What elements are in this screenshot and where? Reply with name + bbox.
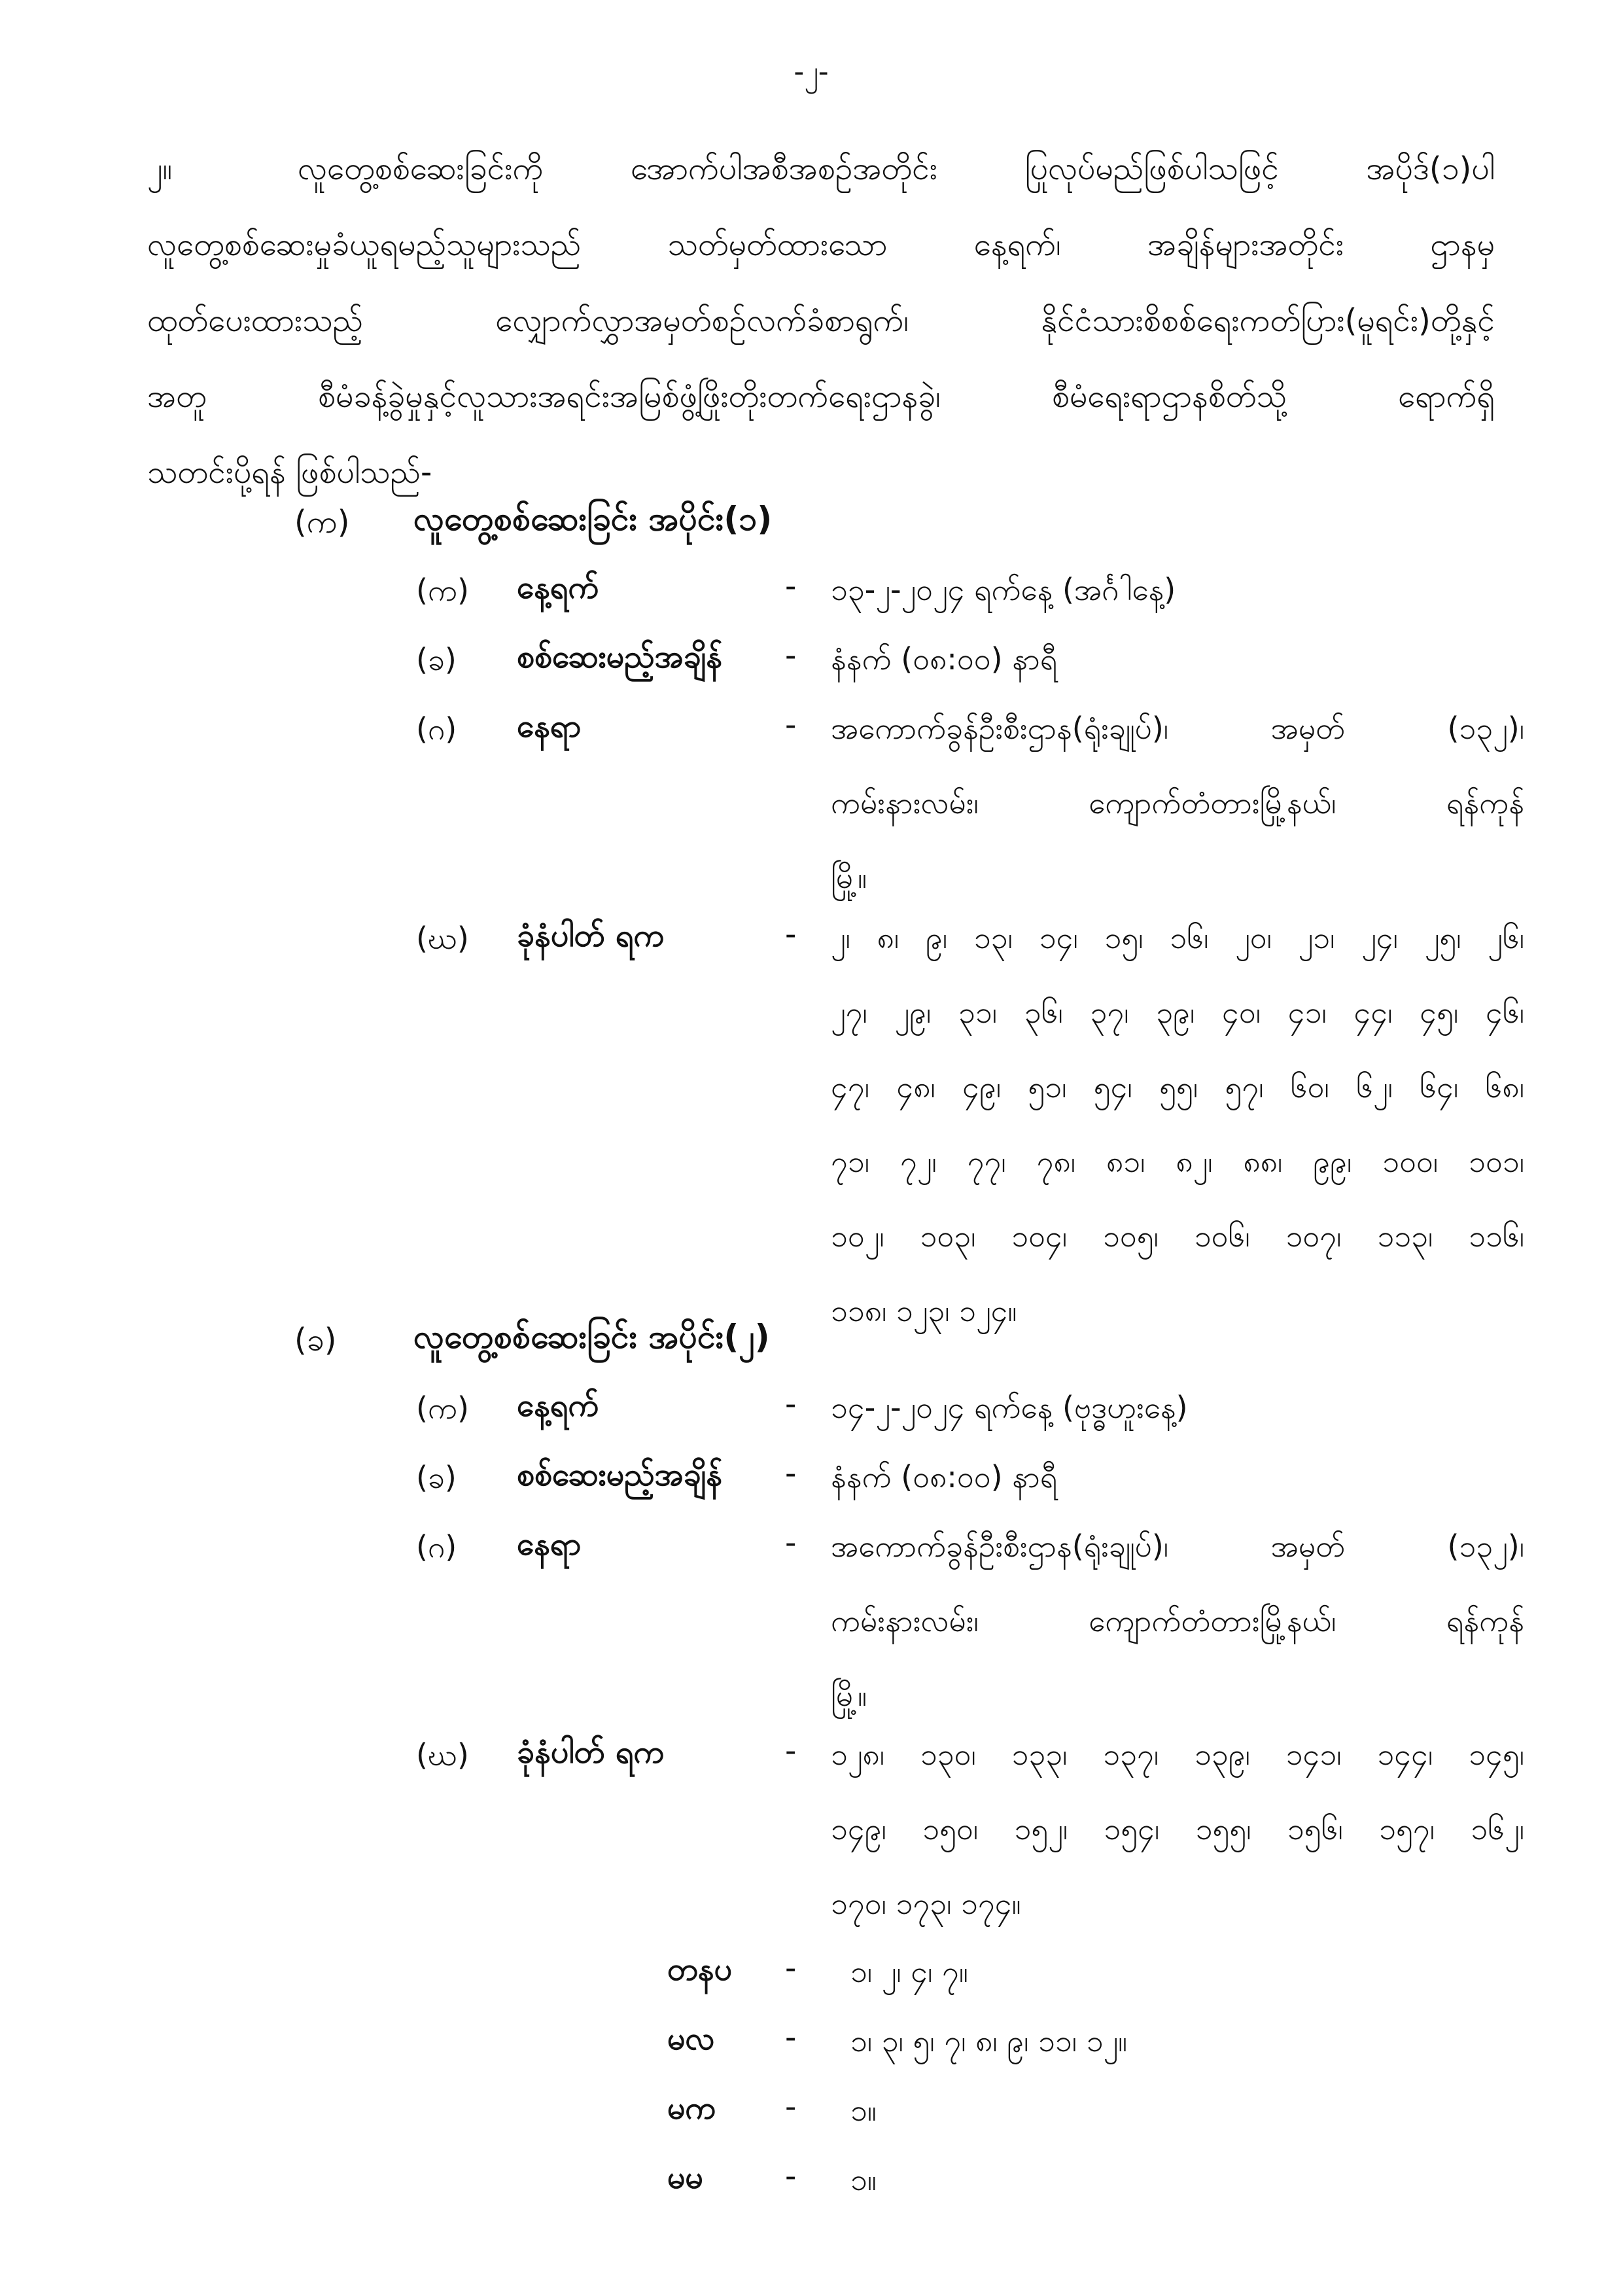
position-label: မက (667, 2090, 716, 2127)
item-mark: (ဂ) (416, 1529, 457, 1564)
seat-numbers-value: ၁၂၈၊ ၁၃၀၊ ၁၃၃၊ ၁၃၇၊ ၁၃၉၊ ၁၄၁၊ ၁၄၄၊ ၁၄၅၊ ၁၄၉၊ ၁၅၀၊ ၁၅၂၊ ၁၅၄၊ ၁၅၅၊ ၁၅၆၊ ၁၅၇၊ ၁၆၂၊ ၁၇၀၊ ၁၇၃၊ ၁၇၄။ (831, 1737, 1524, 1921)
position-value: ၁၊ ၂၊ ၄၊ ၇။ (850, 1954, 968, 1989)
position-value: ၁။ (850, 2093, 877, 2128)
section-title: လူတွေ့စစ်ဆေးခြင်း အပိုင်း(၁) (413, 500, 773, 538)
dash: - (785, 1733, 797, 1769)
section-mark: (က) (294, 504, 350, 540)
dash: - (785, 2158, 797, 2195)
time-label: စစ်ဆေးမည့်အချိန် (517, 639, 723, 675)
item-mark: (က) (416, 573, 469, 608)
dash: - (785, 1386, 797, 1422)
date-value: ၁၄-၂-၂၀၂၄ ရက်နေ့ (ဗုဒ္ဓဟူးနေ့) (831, 1390, 1188, 1425)
intro-line: အတူ စီမံခန့်ခွဲမှုနှင့်လူသားအရင်းအမြစ်ဖွံ့ဖြိုးတိုးတက်ရေးဌာနခွဲ၊ စီမံရေးရာဌာနစိတ်သို့ ရောက်ရှိ (147, 378, 1495, 415)
dash: - (785, 916, 797, 953)
dash: - (785, 1455, 797, 1492)
seat-numbers-label: ခုံနံပါတ် ရက (517, 917, 665, 954)
date-label: နေ့ရက် (517, 569, 599, 606)
position-label: မလ (667, 2021, 715, 2057)
venue-value: အကောက်ခွန်ဦးစီးဌာန(ရုံးချုပ်)၊ အမှတ် (၁၃၂)၊ ကမ်းနားလမ်း၊ ကျောက်တံတားမြို့နယ်၊ ရန်ကုန် မြို့။ (831, 711, 1524, 895)
intro-line: လူတွေ့စစ်ဆေးမှုခံယူရမည့်သူများသည် သတ်မှတ်ထားသော နေ့ရက်၊ အချိန်များအတိုင်း ဌာနမှ (147, 226, 1495, 263)
item-mark: (ဂ) (416, 711, 457, 747)
item-mark: (ဃ) (416, 1737, 469, 1773)
item-mark: (ခ) (416, 642, 457, 677)
venue-label: နေရာ (517, 708, 582, 745)
dash: - (785, 637, 797, 674)
item-mark: (ဃ) (416, 921, 469, 956)
time-label: စစ်ဆေးမည့်အချိန် (517, 1457, 723, 1493)
dash: - (785, 1525, 797, 1561)
venue-label: နေရာ (517, 1526, 582, 1563)
paragraph-number: ၂။ (147, 150, 173, 187)
section-title: လူတွေ့စစ်ဆေးခြင်း အပိုင်း(၂) (413, 1318, 770, 1356)
position-label: တနပ (667, 1951, 732, 1988)
dash: - (785, 2019, 797, 2056)
intro-line: ထုတ်ပေးထားသည့် လျှောက်လွှာအမှတ်စဉ်လက်ခံစာရွက်၊ နိုင်ငံသားစိစစ်ရေးကတ်ပြား(မူရင်း)တို့နှင့် (147, 302, 1495, 339)
intro-line: ၂။ လူတွေ့စစ်ဆေးခြင်းကို အောက်ပါအစီအစဉ်အတိုင်း ပြုလုပ်မည်ဖြစ်ပါသဖြင့် အပိုဒ်(၁)ပါ (147, 131, 1495, 207)
dash: - (785, 707, 797, 743)
date-value: ၁၃-၂-၂၀၂၄ ရက်နေ့ (အင်္ဂါနေ့) (831, 572, 1176, 607)
intro-line: သတင်းပို့ရန် ဖြစ်ပါသည်- (147, 454, 432, 491)
seat-numbers-value: ၂၊ ၈၊ ၉၊ ၁၃၊ ၁၄၊ ၁၅၊ ၁၆၊ ၂၀၊ ၂၁၊ ၂၄၊ ၂၅၊ ၂၆၊ ၂၇၊ ၂၉၊ ၃၁၊ ၃၆၊ ၃၇၊ ၃၉၊ ၄၀၊ ၄၁၊ ၄၄၊ ၄၅၊ ၄၆၊ ၄၇၊ ၄၈၊ ၄၉၊ ၅၁၊ ၅၄၊ ၅၅၊ ၅၇၊ ၆၀၊ ၆၂၊ ၆၄၊ ၆၈၊ ၇၁၊ ၇၂၊ ၇၇၊ ၇၈၊ ၈၁၊ ၈၂၊ ၈၈၊ ၉၉၊ ၁၀၀၊ ၁၀၁၊ ၁၀၂၊ ၁၀၃၊ ၁၀၄၊ ၁၀၅၊ ၁၀၆၊ ၁၀၇၊ ၁၁၃၊ ၁၁၆၊ ၁၁၈၊ ၁၂၃၊ ၁၂၄။ (831, 920, 1524, 1328)
dash: - (785, 2089, 797, 2125)
item-mark: (ခ) (416, 1460, 457, 1495)
time-value: နံနက် (၀၈:၀၀) နာရီ (831, 1459, 1058, 1494)
position-value: ၁။ (850, 2162, 877, 2197)
dash: - (785, 568, 797, 605)
date-label: နေ့ရက် (517, 1387, 599, 1424)
seat-numbers-label: ခုံနံပါတ် ရက (517, 1734, 665, 1771)
intro-paragraph (147, 131, 1495, 510)
dash: - (785, 1950, 797, 1987)
page-number: -၂- (794, 55, 829, 88)
venue-value: အကောက်ခွန်ဦးစီးဌာန(ရုံးချုပ်)၊ အမှတ် (၁၃၂)၊ ကမ်းနားလမ်း၊ ကျောက်တံတားမြို့နယ်၊ ရန်ကုန် မြို့။ (831, 1528, 1524, 1713)
item-mark: (က) (416, 1390, 469, 1426)
position-label: မမ (667, 2159, 703, 2196)
position-value: ၁၊ ၃၊ ၅၊ ၇၊ ၈၊ ၉၊ ၁၁၊ ၁၂။ (850, 2023, 1128, 2058)
time-value: နံနက် (၀၈:၀၀) နာရီ (831, 641, 1058, 677)
section-mark: (ခ) (294, 1322, 337, 1358)
